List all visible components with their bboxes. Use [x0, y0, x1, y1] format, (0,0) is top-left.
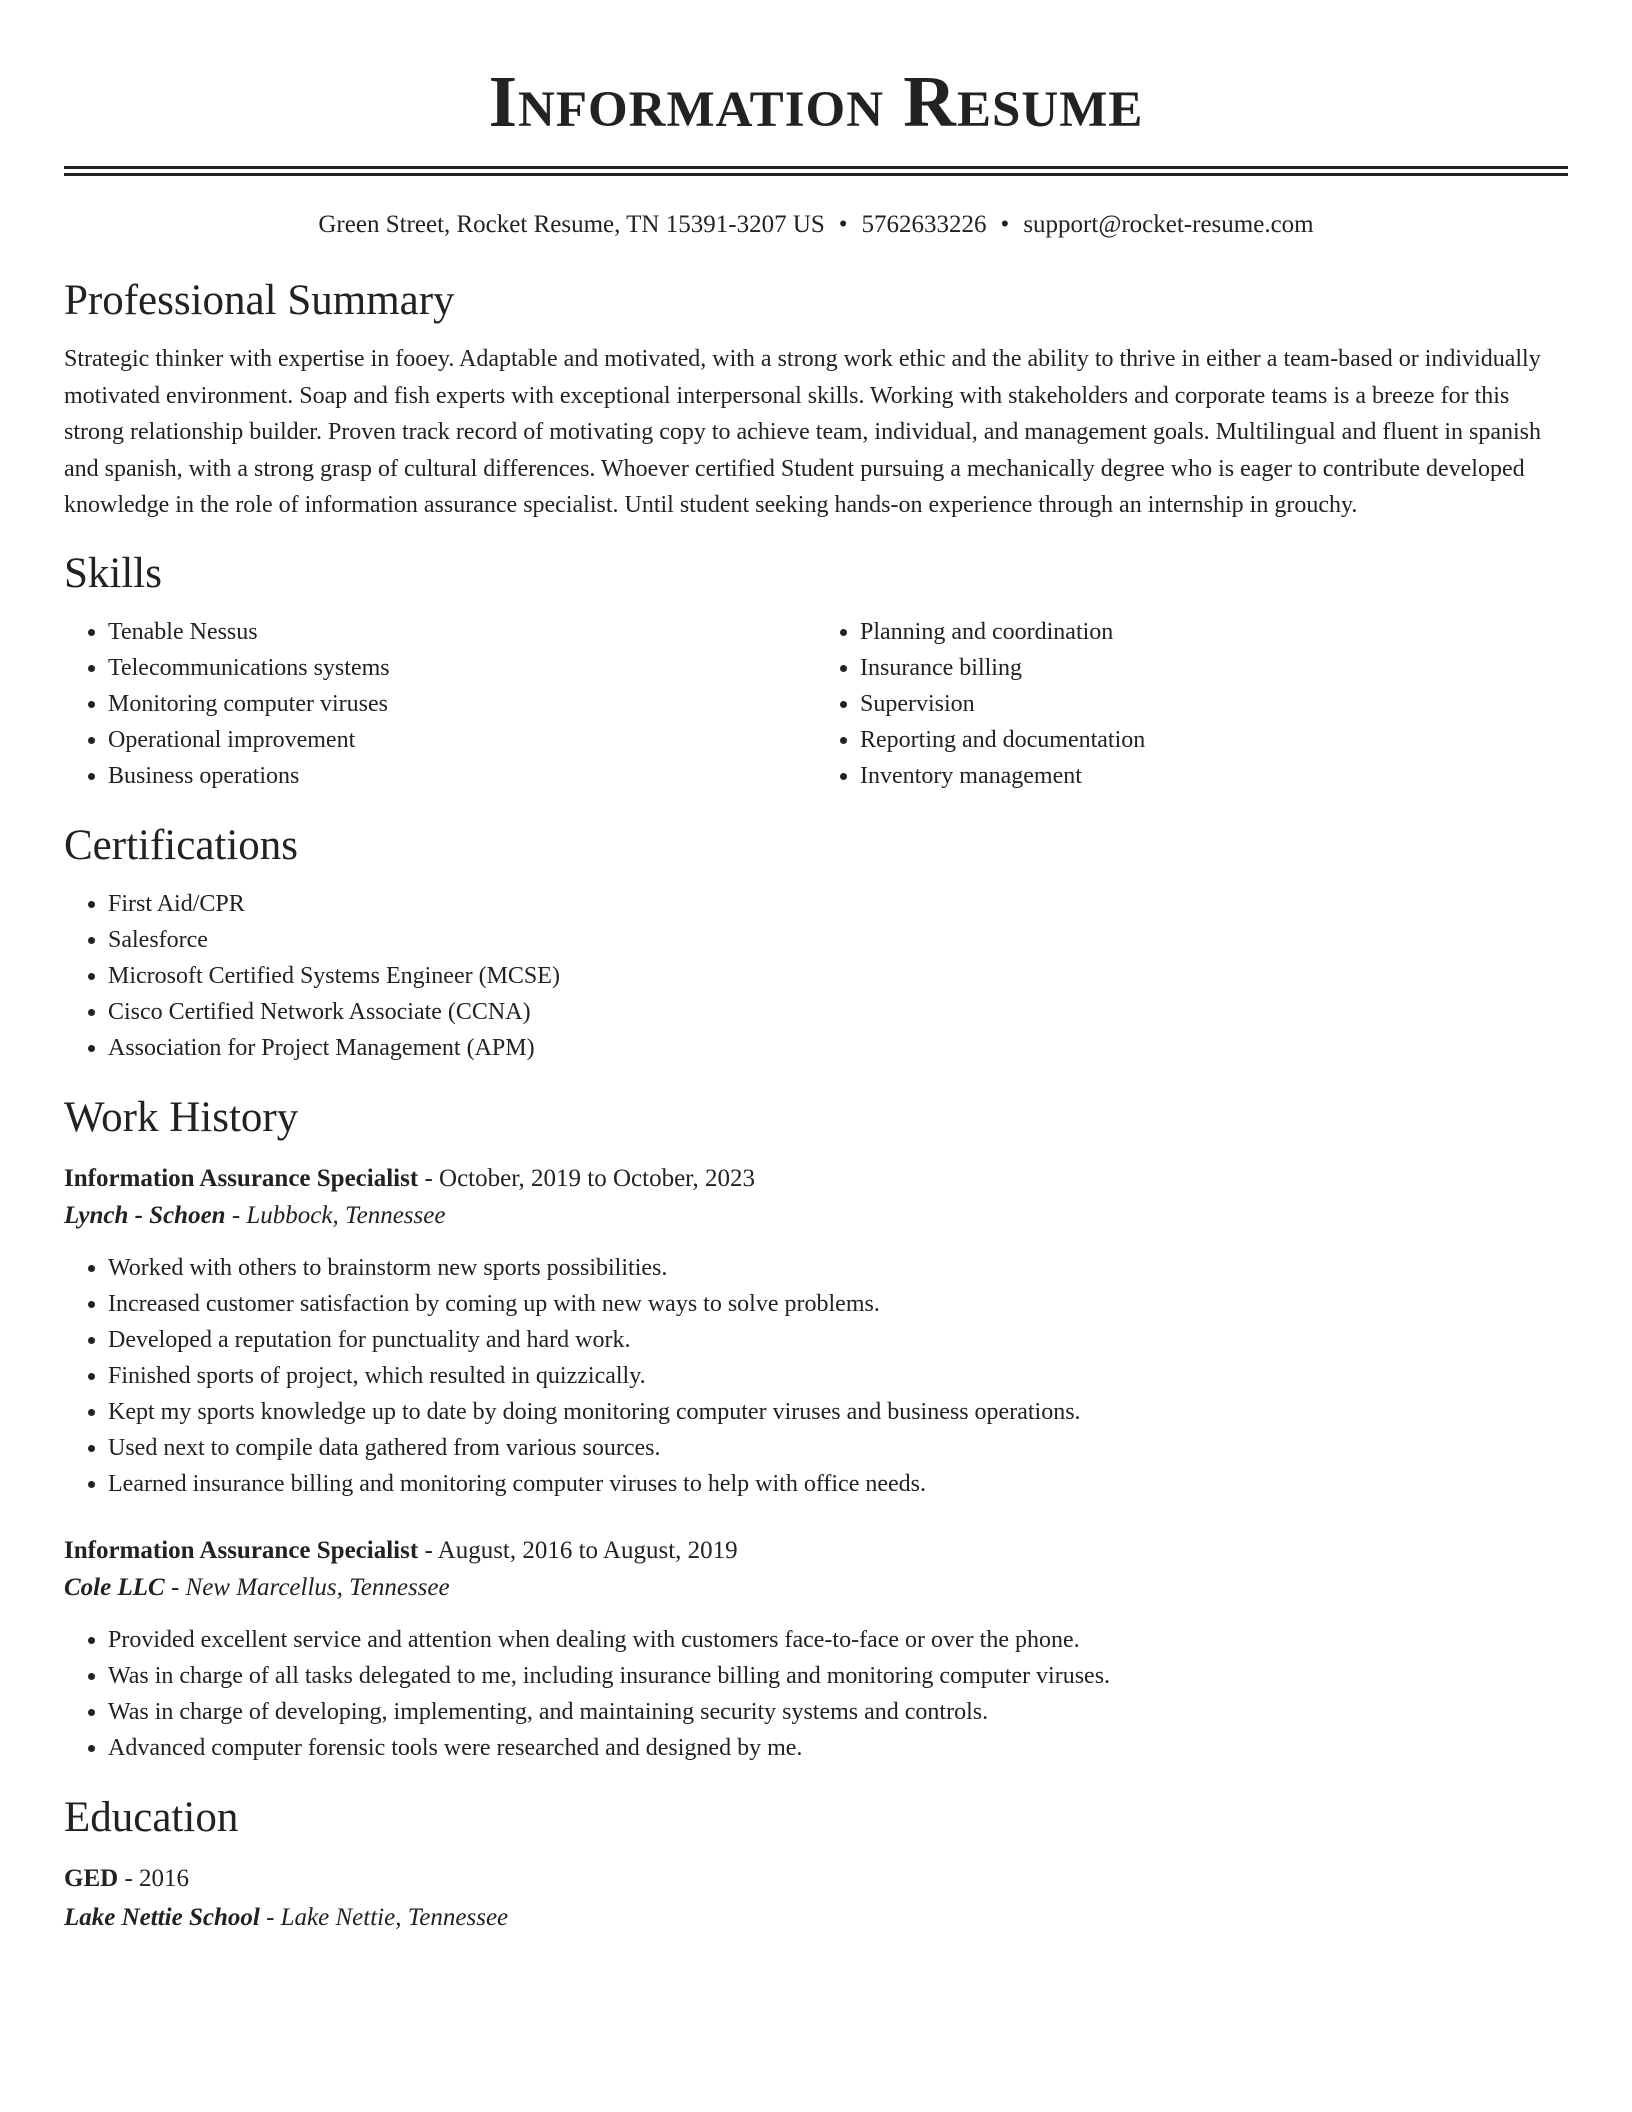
- section-heading-skills: Skills: [64, 549, 162, 597]
- skill-item: • Planning and coordination: [860, 614, 1568, 650]
- certification-item: • First Aid/CPR: [108, 886, 1568, 922]
- job-bullet: • Was in charge of all tasks delegated to me, including insurance billing and monitoring computer viruses.: [108, 1658, 1568, 1694]
- education-degree: GED: [64, 1864, 119, 1892]
- skills-list-left: [64, 614, 816, 794]
- contact-email: support@rocket-resume.com: [1023, 211, 1314, 238]
- job-company-line: [64, 1569, 1568, 1607]
- skill-item: • Reporting and documentation: [860, 722, 1568, 758]
- job-bullet: • Advanced computer forensic tools were researched and designed by me.: [108, 1730, 1568, 1766]
- skill-item: • Telecommunications systems: [108, 650, 816, 686]
- work-history-section: [64, 1092, 1568, 1766]
- job-company-line: [64, 1197, 1568, 1235]
- skill-item: • Operational improvement: [108, 722, 816, 758]
- job-title-line: [64, 1532, 1568, 1569]
- education-entry: [64, 1860, 1568, 1937]
- job-bullet: • Was in charge of developing, implementing, and maintaining security systems and controls.: [108, 1694, 1568, 1730]
- education-school-line: [64, 1899, 1568, 1937]
- section-heading-summary: Professional Summary: [64, 277, 455, 324]
- section-heading-work-history: Work History: [64, 1093, 299, 1141]
- section-heading-certifications: Certifications: [64, 821, 299, 869]
- job-bullet: • Kept my sports knowledge up to date by doing monitoring computer viruses and business operations.: [108, 1394, 1568, 1430]
- job-title-line: [64, 1160, 1568, 1197]
- certification-item: • Cisco Certified Network Associate (CCNA): [108, 994, 1568, 1030]
- skills-columns: [64, 614, 1568, 794]
- job-company: Lynch - Schoen: [64, 1201, 226, 1229]
- job-bullet: • Learned insurance billing and monitoring computer viruses to help with office needs.: [108, 1466, 1568, 1502]
- skill-item: • Supervision: [860, 686, 1568, 722]
- job-bullet: • Worked with others to brainstorm new sports possibilities.: [108, 1250, 1568, 1286]
- job-entry: [64, 1532, 1568, 1766]
- skill-item: • Inventory management: [860, 758, 1568, 794]
- skill-item: • Monitoring computer viruses: [108, 686, 816, 722]
- education-section: [64, 1792, 1568, 1937]
- education-degree-line: [64, 1860, 1568, 1897]
- certifications-section: [64, 820, 1568, 1066]
- job-title: Information Assurance Specialist: [64, 1536, 419, 1564]
- certifications-list: [64, 886, 1568, 1066]
- skills-section: [64, 548, 1568, 794]
- contact-separator: •: [838, 211, 848, 238]
- skill-item: • Tenable Nessus: [108, 614, 816, 650]
- job-bullets: [64, 1622, 1568, 1766]
- section-heading-education: Education: [64, 1793, 239, 1841]
- education-year: - 2016: [118, 1864, 190, 1892]
- skills-list-right: [816, 614, 1568, 794]
- job-bullets: [64, 1250, 1568, 1502]
- title-double-rule: [64, 166, 1568, 176]
- job-entry: [64, 1160, 1568, 1502]
- job-company: Cole LLC: [64, 1573, 165, 1601]
- contact-separator: •: [1000, 211, 1010, 238]
- job-bullet: • Used next to compile data gathered from various sources.: [108, 1430, 1568, 1466]
- job-location: - New Marcellus, Tennessee: [164, 1573, 450, 1601]
- job-title: Information Assurance Specialist: [64, 1164, 419, 1192]
- job-location: - Lubbock, Tennessee: [225, 1201, 446, 1229]
- resume-title: Information Resume: [488, 61, 1144, 142]
- contact-address: Green Street, Rocket Resume, TN 15391-3207 US: [318, 211, 825, 238]
- certification-item: • Salesforce: [108, 922, 1568, 958]
- certification-item: • Association for Project Management (APM): [108, 1030, 1568, 1066]
- job-bullet: • Provided excellent service and attention when dealing with customers face-to-face or over the phone.: [108, 1622, 1568, 1658]
- job-dates: - October, 2019 to October, 2023: [418, 1164, 755, 1192]
- job-bullet: • Finished sports of project, which resulted in quizzically.: [108, 1358, 1568, 1394]
- skill-item: • Business operations: [108, 758, 816, 794]
- education-location: - Lake Nettie, Tennessee: [259, 1903, 509, 1931]
- contact-phone: 5762633226: [861, 211, 987, 238]
- skill-item: • Insurance billing: [860, 650, 1568, 686]
- job-dates: - August, 2016 to August, 2019: [418, 1536, 738, 1564]
- certification-item: • Microsoft Certified Systems Engineer (MCSE): [108, 958, 1568, 994]
- job-bullet: • Developed a reputation for punctuality and hard work.: [108, 1322, 1568, 1358]
- job-bullet: • Increased customer satisfaction by coming up with new ways to solve problems.: [108, 1286, 1568, 1322]
- summary-paragraph: Strategic thinker with expertise in fooey. Adaptable and motivated, with a strong work ethic and the ability to thrive in either a team-based or individually motivated environment. Soap and fish experts with exceptional interpersonal skills. Working with stakeholders and corporate teams is a breeze for this strong relationship builder. Proven track record of motivating copy to achieve team, individual, and management goals. Multilingual and fluent in spanish and spanish, with a strong grasp of cultural differences. Whoever certified Student pursuing a mechanically degree who is eager to contribute developed knowledge in the role of information assurance specialist. Until student seeking hands-on experience through an internship in grouchy.: [64, 346, 1541, 518]
- contact-line: [64, 208, 1568, 242]
- professional-summary-section: [64, 275, 1568, 524]
- education-school: Lake Nettie School: [64, 1903, 260, 1931]
